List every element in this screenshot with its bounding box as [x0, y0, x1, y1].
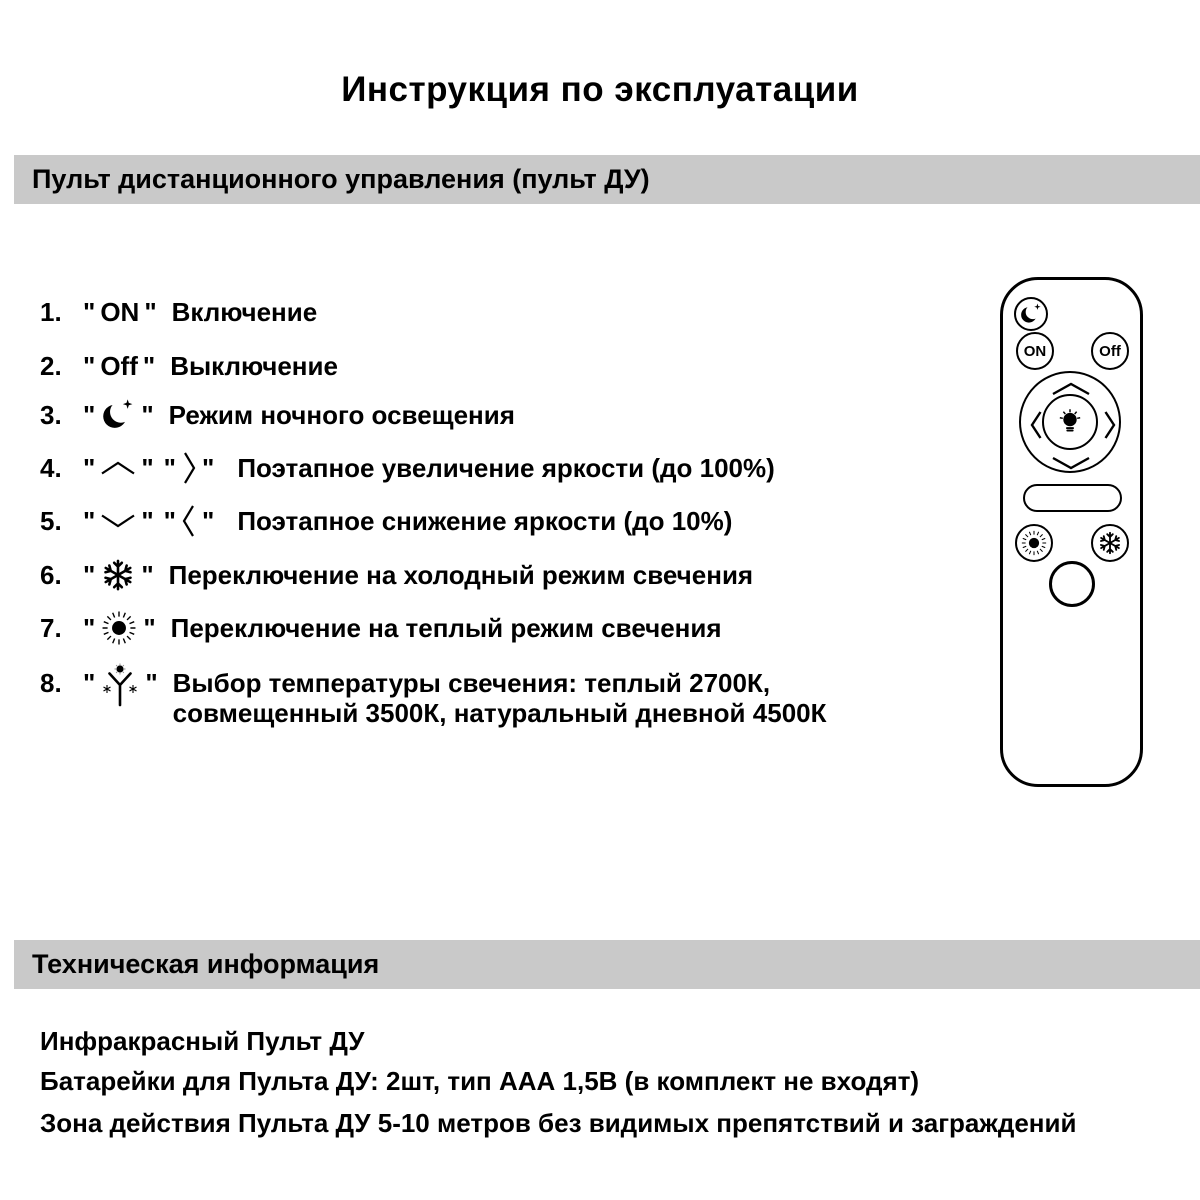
- quote-mark: ": [141, 559, 154, 590]
- angle-right-icon: [181, 450, 197, 486]
- quote-mark: ": [144, 296, 157, 327]
- item-number: 7.: [40, 612, 62, 643]
- on-button: [1016, 332, 1054, 370]
- sun-icon: [1020, 529, 1048, 557]
- instruction-item-3: [40, 393, 515, 437]
- on-button-label: ON: [1023, 342, 1047, 360]
- warm-mode-button: [1015, 524, 1053, 562]
- instruction-item-8: [40, 662, 893, 728]
- quote-mark: ": [83, 612, 96, 643]
- tech-info-line: Инфракрасный Пульт ДУ: [40, 1026, 365, 1056]
- chevron-up-icon: [100, 460, 136, 476]
- page-title: Инструкция по эксплуатации: [341, 70, 859, 109]
- off-label: Off: [100, 350, 138, 381]
- item-label: Переключение на холодный режим свечения: [168, 559, 754, 590]
- section-header-tech: Техническая информация: [14, 940, 1200, 989]
- quote-mark: ": [141, 505, 154, 536]
- snowflake-icon: [1097, 530, 1123, 556]
- quote-mark: ": [163, 505, 176, 536]
- quote-mark: ": [83, 505, 96, 536]
- quote-mark: ": [83, 668, 96, 698]
- tech-info-line: Зона действия Пульта ДУ 5-10 метров без видимых препятствий и заграждений: [40, 1108, 1077, 1138]
- angle-left-icon: [181, 503, 197, 539]
- item-number: 6.: [40, 559, 62, 590]
- quote-mark: ": [83, 559, 96, 590]
- item-number: 3.: [40, 399, 62, 430]
- item-label-line-2: совмещенный 3500К, натуральный дневной 4500К: [172, 698, 827, 728]
- item-label: Выключение: [170, 350, 338, 381]
- item-label-line-1: Выбор температуры свечения: теплый 2700К,: [172, 668, 771, 698]
- instruction-item-4: [40, 446, 775, 490]
- instruction-item-1: [40, 290, 317, 334]
- quote-mark: ": [145, 668, 158, 698]
- instruction-item-7: [40, 606, 722, 650]
- item-number: 1.: [40, 296, 62, 327]
- quote-mark: ": [83, 296, 96, 327]
- quote-mark: ": [83, 350, 96, 381]
- quote-mark: ": [141, 399, 154, 430]
- dpad-center-button: [1042, 394, 1098, 450]
- quote-mark: ": [141, 452, 154, 483]
- quote-mark: ": [83, 399, 96, 430]
- item-label: Режим ночного освещения: [168, 399, 515, 430]
- quote-mark: ": [201, 452, 215, 483]
- light-bulb-icon: [1053, 405, 1087, 439]
- dpad-chevron-down-icon: [1051, 456, 1091, 475]
- chevron-down-icon: [100, 513, 136, 529]
- quote-mark: ": [83, 452, 96, 483]
- off-button: [1091, 332, 1129, 370]
- pill-button: [1023, 484, 1122, 512]
- item-label: Переключение на теплый режим свечения: [170, 612, 722, 643]
- blank-round-button: [1049, 561, 1095, 607]
- color-temperature-select-icon: [100, 662, 140, 708]
- quote-mark: ": [163, 452, 176, 483]
- instruction-item-2: [40, 344, 338, 388]
- item-number: 4.: [40, 452, 62, 483]
- off-button-label: Off: [1099, 342, 1121, 360]
- dpad-angle-left-icon: [1029, 410, 1043, 445]
- item-number: 2.: [40, 350, 62, 381]
- section-header-remote: Пульт дистанционного управления (пульт ДУ): [14, 155, 1200, 204]
- item-label: Включение: [171, 296, 318, 327]
- on-label: ON: [100, 296, 140, 327]
- dpad-angle-right-icon: [1103, 410, 1117, 445]
- crescent-moon-star-icon: [100, 397, 136, 433]
- instruction-item-6: [40, 553, 753, 597]
- item-number: 8.: [40, 668, 62, 698]
- quote-mark: ": [142, 350, 156, 381]
- snowflake-icon: [100, 557, 136, 593]
- remote-control-illustration: [1000, 277, 1143, 787]
- quote-mark: ": [143, 612, 156, 643]
- item-label: [173, 668, 893, 728]
- tech-info-line: Батарейки для Пульта ДУ: 2шт, тип ААА 1,5В (в комплект не входят): [40, 1066, 920, 1096]
- night-mode-button: [1014, 297, 1048, 331]
- item-label: Поэтапное снижение яркости (до 10%): [237, 505, 733, 536]
- item-number: 5.: [40, 505, 62, 536]
- item-label: Поэтапное увеличение яркости (до 100%): [237, 452, 775, 483]
- crescent-moon-star-icon: [1019, 302, 1043, 326]
- instruction-item-5: [40, 499, 732, 543]
- sun-icon: [100, 609, 138, 647]
- quote-mark: ": [201, 505, 215, 536]
- cold-mode-button: [1091, 524, 1129, 562]
